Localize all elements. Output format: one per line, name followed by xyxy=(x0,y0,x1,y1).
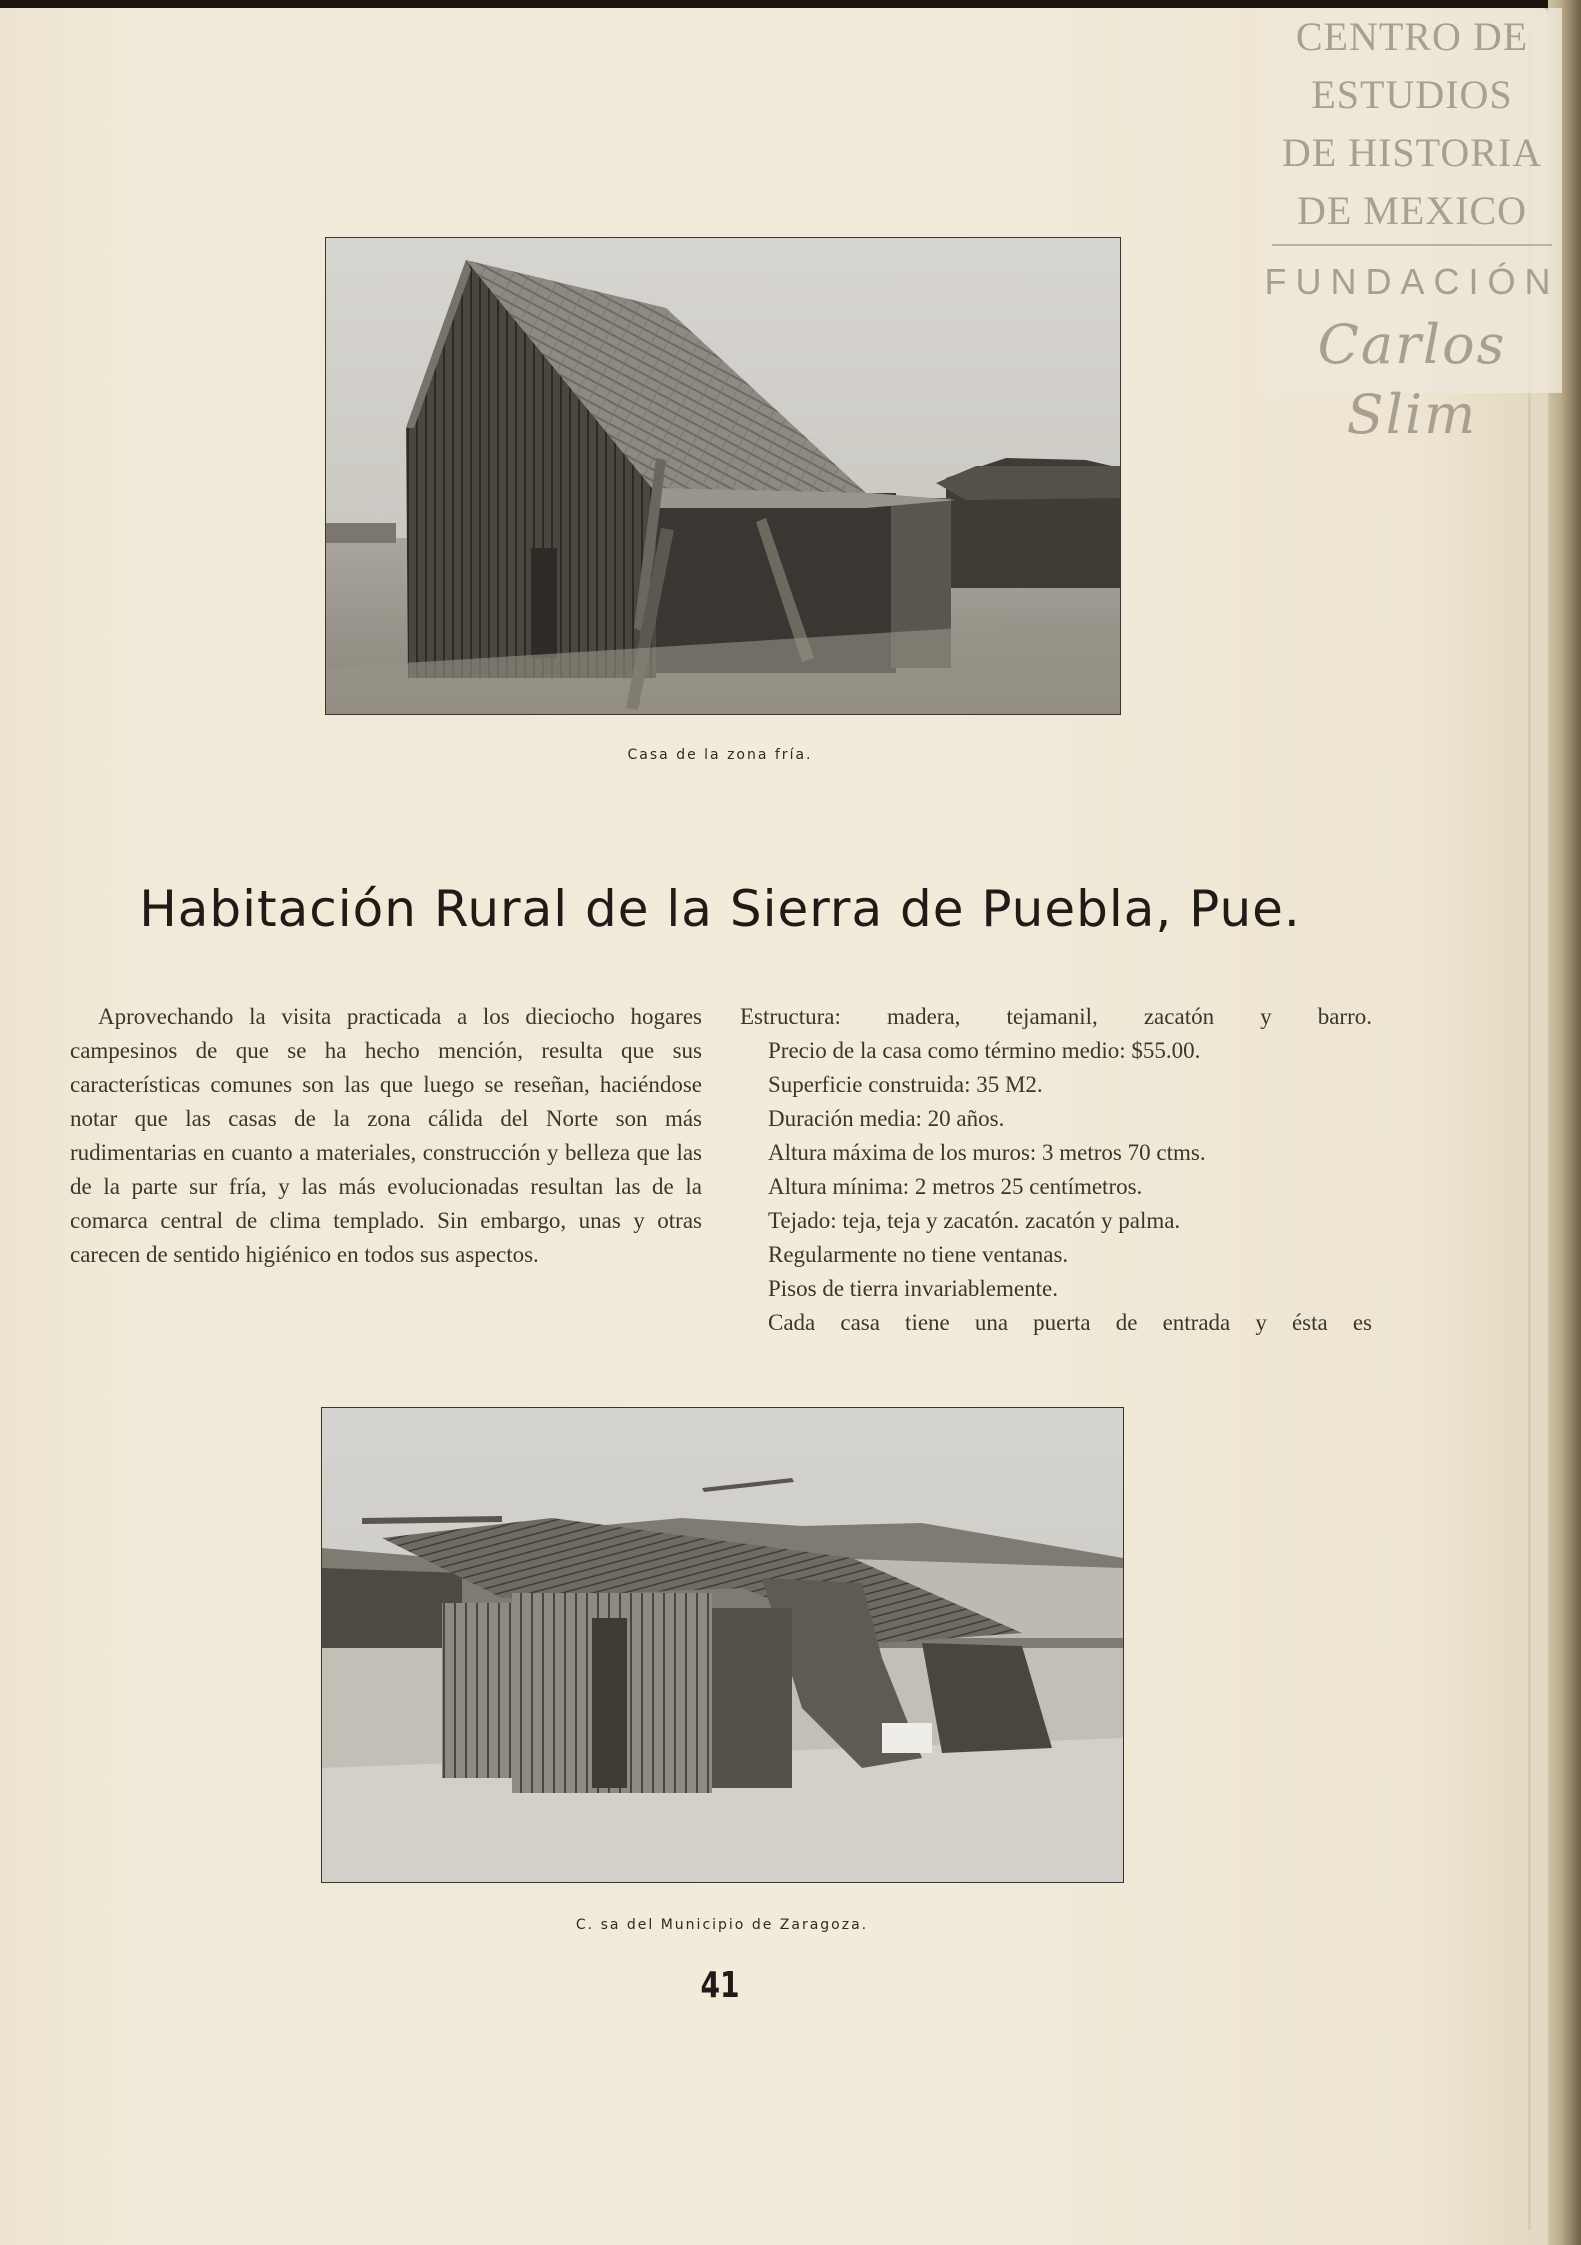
house-photo-illustration xyxy=(326,238,1120,714)
watermark-line: CENTRO DE xyxy=(1295,14,1529,59)
text-line: Superficie construida: 35 M2. xyxy=(768,1072,1043,1097)
photo-caption: Casa de la zona fría. xyxy=(627,747,813,763)
hut-photo-illustration xyxy=(322,1408,1123,1882)
text-line: Cada casa tiene una puerta de entrada y ésta es xyxy=(768,1310,1372,1335)
body-column-right xyxy=(740,1000,1372,1340)
photo-zaragoza-house xyxy=(321,1407,1124,1883)
text-line: Estructura: madera, tejamanil, zacatón y barro. xyxy=(740,1004,1372,1029)
watermark-foundation: FUNDACIÓN xyxy=(1264,261,1560,302)
intro-paragraph: Aprovechando la visita practicada a los dieciocho hogares campesinos de que se ha hecho mención, resulta que sus características comunes son las que luego se reseñan, haciéndose notar que las casas de la zona cálida del Norte son más rudimentarias en cuanto a materiales, construcción y belleza que las de la parte sur fría, y las más evolucionadas resultan las de la comarca central de clima templado. Sin embargo, unas y otras carecen de sentido higiénico en todos sus aspectos. xyxy=(70,1004,702,1267)
watermark-line: ESTUDIOS xyxy=(1311,72,1513,117)
photo-caption: C. sa del Municipio de Zaragoza. xyxy=(575,1917,869,1933)
text-line: Altura máxima de los muros: 3 metros 70 ctms. xyxy=(768,1140,1206,1165)
text-line: Altura mínima: 2 metros 25 centímetros. xyxy=(768,1174,1143,1199)
watermark-divider xyxy=(1272,244,1552,246)
watermark-line: DE HISTORIA xyxy=(1281,130,1543,175)
watermark-signature: Carlos Slim xyxy=(1317,313,1507,446)
page-number: 41 xyxy=(700,1965,740,2006)
watermark-line: DE MEXICO xyxy=(1296,188,1528,233)
institution-watermark xyxy=(1262,8,1562,446)
text-line: Tejado: teja, teja y zacatón. zacatón y palma. xyxy=(768,1208,1181,1233)
text-line: Regularmente no tiene ventanas. xyxy=(768,1242,1069,1267)
text-line: Pisos de tierra invariablemente. xyxy=(768,1276,1058,1301)
text-line: Precio de la casa como término medio: $55.00. xyxy=(768,1038,1201,1063)
body-column-left xyxy=(70,1000,702,1272)
article-title: Habitación Rural de la Sierra de Puebla, Pue. xyxy=(139,880,1301,938)
text-line: Duración media: 20 años. xyxy=(768,1106,1005,1131)
photo-cold-zone-house xyxy=(325,237,1121,715)
